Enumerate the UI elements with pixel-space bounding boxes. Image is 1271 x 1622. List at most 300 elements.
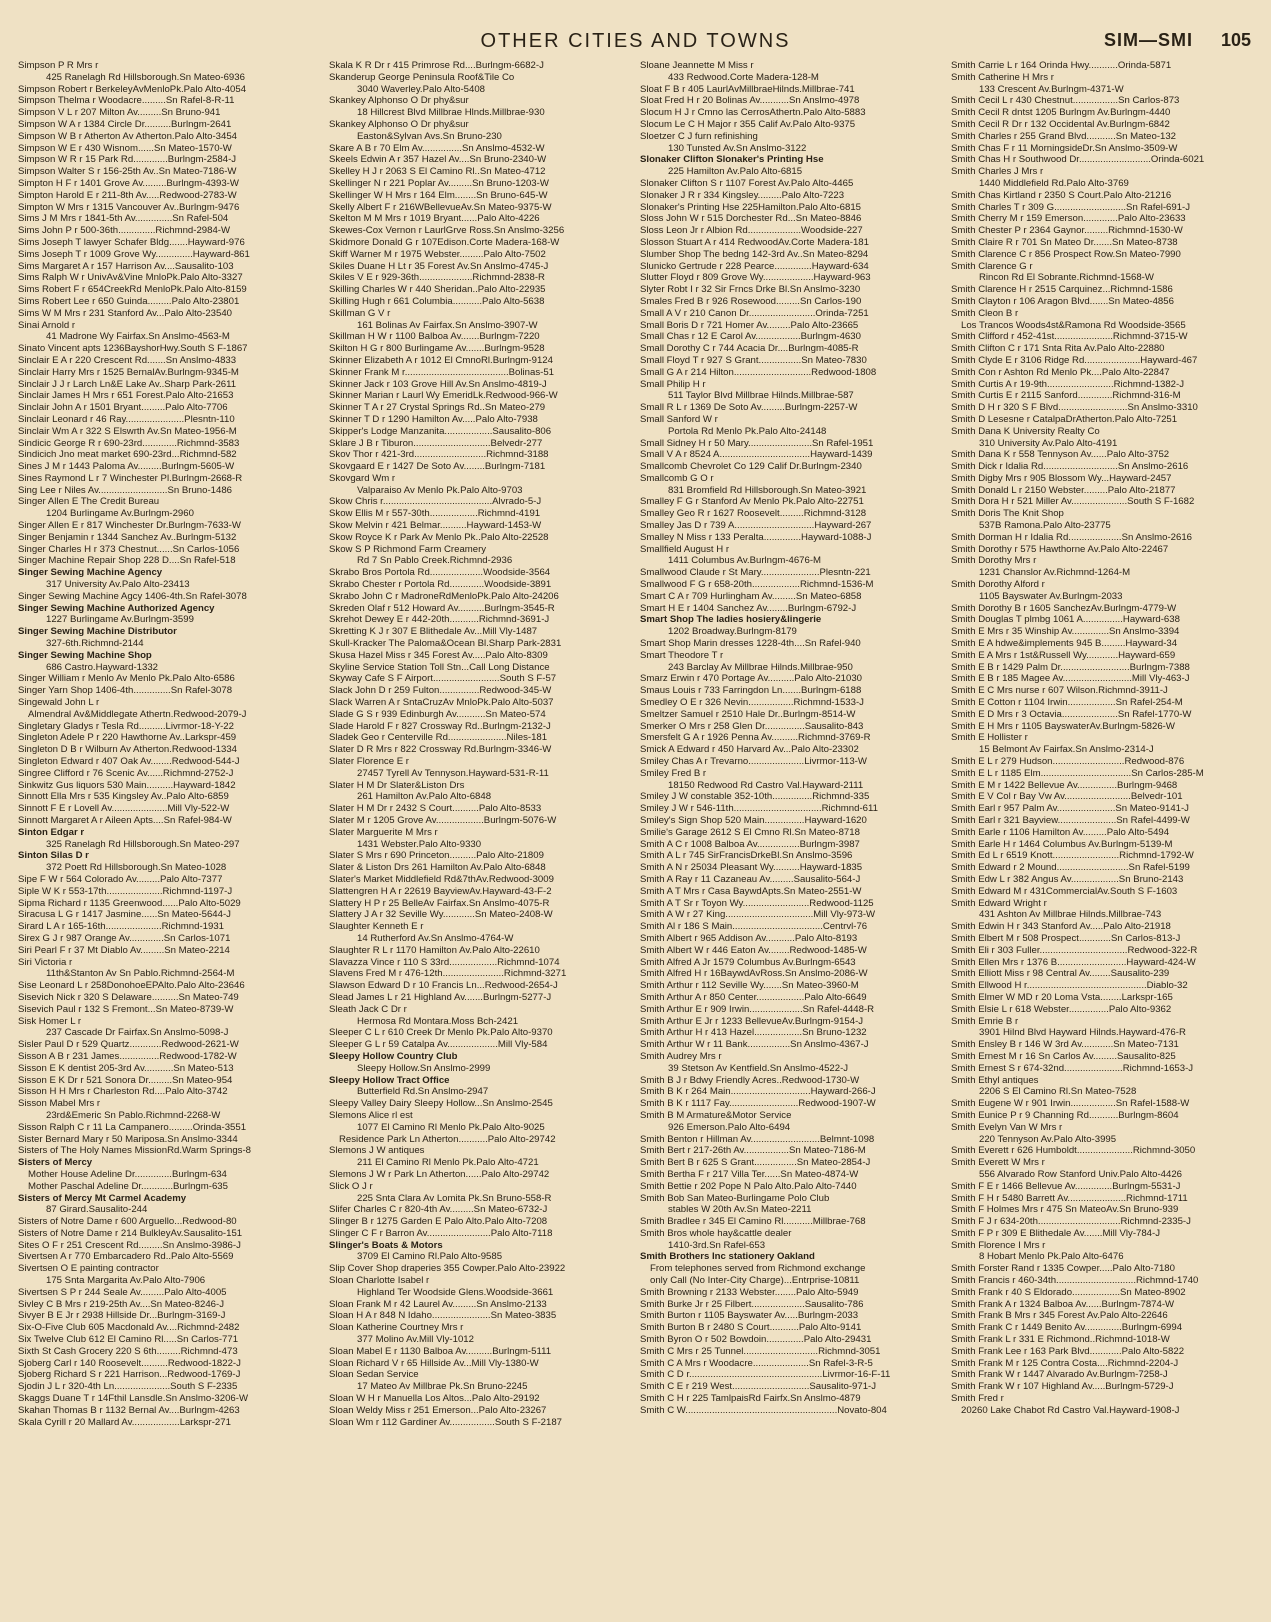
listing-entry: 20260 Lake Chabot Rd Castro Val.Hayward-1908-J — [961, 1404, 1180, 1416]
listing-entry: Smith Edward r 2 Mound...........................Sn Rafel-5199 — [951, 862, 1190, 874]
listing-entry: Smith A C r 1008 Balboa Av................Burlngm-3987 — [640, 838, 860, 850]
listing-entry: Skow Ellis M r 557-30th..................Richmnd-4191 — [329, 508, 541, 520]
listing-entry: Sister Bernard Mary r 50 Mariposa.Sn Anslmo-3344 — [18, 1133, 238, 1145]
listing-entry: Small G A r 214 Hilton.............................Redwood-1808 — [640, 366, 877, 378]
listing-entry: Smith Cherry M r 159 Emerson.............Palo Alto-23633 — [951, 213, 1186, 225]
listing-entry: Smith E B r 1429 Palm Dr..........................Burlngm-7388 — [951, 661, 1190, 673]
listing-entry: Smalley F G r Stanford Av Menlo Pk.Palo Alto-22751 — [640, 496, 864, 508]
listing-entry: Slick O J r — [329, 1180, 373, 1192]
listing-entry: Skipper's Lodge Manzanita..................Sausalito-806 — [329, 425, 552, 437]
listing-entry: Sivertsen S P r 244 Seale Av.........Palo Alto-4005 — [18, 1286, 227, 1298]
listing-entry: Sisters of The Holy Names MissionRd.Warm Springs-8 — [18, 1145, 251, 1157]
listing-entry: Slavazza Vince r 110 S 33rd..................Richmnd-1074 — [329, 956, 560, 968]
listing-entry: Smith Cecil R dntst 1205 Burlngm Av.Burlngm-4440 — [951, 107, 1171, 119]
listing-entry: Smith Alfred H r 16BaywdAvRoss.Sn Anslmo-2086-W — [640, 968, 868, 980]
listing-entry: Smith Albert r 965 Addison Av...........Palo Alto-8193 — [640, 932, 858, 944]
listing-entry: Smith Clarence H r 2515 Carquinez...Richmnd-1586 — [951, 284, 1173, 296]
listing-entry: Sims Robert Lee r 650 Guinda.........Palo Alto-23801 — [18, 295, 240, 307]
listing-entry: Sims Margaret A r 157 Harrison Av....Sausalito-103 — [18, 260, 234, 272]
listing-entry: Portola Rd Menlo Pk.Palo Alto-24148 — [668, 425, 827, 437]
listing-entry: Smeltzer Samuel r 2510 Hale Dr..Burlngm-8514-W — [640, 708, 856, 720]
listing-entry: Singletary Gladys r Tesla Rd..........Livrmor-18-Y-22 — [18, 720, 234, 732]
listing-entry: Smith Browning r 2133 Webster........Palo Alto-5949 — [640, 1286, 859, 1298]
listing-entry: Smith E M r 1422 Bellevue Av...............Burlngm-9468 — [951, 779, 1178, 791]
listing-entry: Sleepy Valley Dairy Sleepy Hollow...Sn Anslmo-2545 — [329, 1098, 553, 1110]
listing-entry: Singleton Adele P r 220 Hawthorne Av..Larkspr-459 — [18, 732, 237, 744]
listing-entry: Skinner Marian r Laurl Wy EmeridLk.Redwood-966-W — [329, 390, 558, 402]
listing-entry: Sinclair E A r 220 Crescent Rd.......Sn Anslmo-4833 — [18, 354, 237, 366]
listing-entry: Slater D R Mrs r 822 Crossway Rd.Burlngm-3346-W — [329, 744, 552, 756]
listing-entry: Smith Curtis E r 2115 Sanford.............Richmnd-316-M — [951, 390, 1181, 402]
listing-entry: Smith E Cotton r 1104 Irwin..................Sn Rafel-254-M — [951, 697, 1183, 709]
listing-entry: Skilton H G r 800 Burlingame Av.......Burlngm-9528 — [329, 343, 545, 355]
listing-entry: Smith D H r 320 S F Blvd..........................Sn Anslmo-3310 — [951, 402, 1198, 414]
listing-entry: From telephones served from Richmond exchange — [650, 1263, 866, 1275]
listing-entry: 87 Girard.Sausalito-244 — [46, 1204, 148, 1216]
listing-entry: Sinclair Harry Mrs r 1525 BernalAv.Burlngm-9345-M — [18, 366, 239, 378]
listing-entry: Smalley Geo R r 1627 Roosevelt.........Richmnd-3128 — [640, 508, 867, 520]
listing-entry: Skull-Kracker The Paloma&Ocean Bl.Sharp Park-2831 — [329, 638, 562, 650]
listing-entry: Sisters of Notre Dame r 600 Arguello...Redwood-80 — [18, 1216, 237, 1228]
listing-entry: Smith E C Mrs nurse r 607 Wilson.Richmnd-3911-J — [951, 685, 1168, 697]
listing-entry: Sixth St Cash Grocery 220 S 6th.........Richmnd-473 — [18, 1345, 238, 1357]
page-number: 105 — [1220, 30, 1251, 50]
listing-entry: Smart C A r 709 Hurlingham Av.........Sn Mateo-6858 — [640, 590, 862, 602]
listing-entry: Slaughter Kenneth E r — [329, 921, 424, 933]
listing-entry: Simpson Walter S r 156-25th Av..Sn Mateo-7186-W — [18, 166, 237, 178]
listing-entry: Slonaker's Printing Hse 225Hamilton.Palo Alto-6815 — [640, 201, 862, 213]
listing-entry: Sinton Edgar r — [18, 826, 85, 838]
listing-entry: Mother Paschal Adeline Dr............Burlngm-635 — [28, 1180, 228, 1192]
listing-entry: Smith Bros whole hay&cattle dealer — [640, 1227, 792, 1239]
listing-entry: Sinclair Leonard r 46 Ray......................Plesntn-110 — [18, 413, 235, 425]
listing-entry: Slip Cover Shop draperies 355 Cowper.Palo Alto-23922 — [329, 1263, 566, 1275]
listing-entry: Slack John D r 259 Fulton...............Redwood-345-W — [329, 685, 552, 697]
listing-entry: Smith Frank W r 1447 Alvarado Av.Burlngm-7258-J — [951, 1369, 1168, 1381]
listing-entry: Sipe F W r 564 Colorado Av.........Palo Alto-7377 — [18, 873, 223, 885]
listing-entry: Simpson W A r 1384 Circle Dr..........Burlngm-2641 — [18, 118, 232, 130]
listing-entry: Smith Arthur W r 11 Bank................Sn Anslmo-4367-J — [640, 1039, 869, 1051]
listing-entry: Smith C E r 219 West.............................Sausalito-971-J — [640, 1381, 877, 1393]
listing-entry: Sleepy Hollow Country Club — [329, 1050, 458, 1062]
listing-entry: Sisters of Mercy Mt Carmel Academy — [18, 1192, 187, 1204]
listing-entry: Smith Ethyl antiques — [951, 1074, 1039, 1086]
listing-entry: Smallwood F G r 658-20th..................Richmnd-1536-M — [640, 579, 874, 591]
listing-entry: Smith Elsie L r 618 Webster...............Palo Alto-9362 — [951, 1003, 1172, 1015]
listing-entry: Slater & Liston Drs 261 Hamilton Av.Palo Alto-6848 — [329, 862, 546, 874]
listing-entry: 11th&Stanton Av Sn Pablo.Richmnd-2564-M — [46, 968, 235, 980]
listing-entry: Sinnott Margaret A r Aileen Apts....Sn Rafel-984-W — [18, 815, 232, 826]
listing-entry: Skinner Elizabeth A r 1012 El CmnoRl.Burlngm-9124 — [329, 354, 553, 366]
listing-entry: Smith Cecil R Dr r 132 Occidental Av.Burlngm-6842 — [951, 118, 1170, 130]
listing-entry: 537B Ramona.Palo Alto-23775 — [979, 520, 1111, 532]
listing-entry: Smith E V Col r Bay Vw Av.........................Belvedr-101 — [951, 791, 1183, 803]
listing-entry: Sines Raymond L r 7 Winchester Pl.Burlngm-2668-R — [18, 472, 243, 484]
listing-entry: Smith Charles T r 309 G...........................Sn Rafel-691-J — [951, 201, 1191, 213]
listing-entry: Slinger's Boats & Motors — [329, 1239, 443, 1251]
listing-entry: Smith Frank C r 1449 Benito Av..............Burlngm-6994 — [951, 1322, 1183, 1334]
listing-entry: 433 Redwood.Corte Madera-128-M — [668, 71, 819, 83]
listing-entry: Sinclair James H Mrs r 651 Forest.Palo Alto-21653 — [18, 390, 234, 402]
listing-entry: Skilling Charles W r 440 Sheridan..Palo Alto-22935 — [329, 284, 546, 296]
listing-entry: Slater H M Dr r 2432 S Court..........Palo Alto-8533 — [329, 803, 542, 815]
listing-entry: Smith Alfred A Jr 1579 Columbus Av.Burlngm-6543 — [640, 956, 856, 968]
listing-entry: Smith E H Mrs r 1105 BayswaterAv.Burlngm-5826-W — [951, 720, 1175, 732]
listing-entry: Skiles V E r 929-36th....................Richmnd-2838-R — [329, 272, 545, 284]
listing-entry: Smaus Louis r 733 Farringdon Ln.......Burlngm-6188 — [640, 685, 862, 697]
listing-columns — [18, 60, 1256, 1612]
listing-entry: Smith E B r 185 Magee Av..........................Mill Vly-463-J — [951, 673, 1190, 685]
listing-entry: Smith Audrey Mrs r — [640, 1050, 722, 1062]
listing-entry: Sivley C B Mrs r 219-25th Av....Sn Mateo-8246-J — [18, 1298, 224, 1310]
listing-entry: Smith Earl r 321 Bayview......................Sn Rafel-4499-W — [951, 815, 1190, 826]
listing-entry: Rincon Rd El Sobrante.Richmnd-1568-W — [979, 272, 1154, 284]
listing-entry: Singleton D B r Wilburn Av Atherton.Redwood-1334 — [18, 744, 238, 756]
listing-entry: Smith Edw L r 382 Angus Av..................Sn Bruno-2143 — [951, 873, 1184, 885]
listing-entry: Smith Burton r 1105 Bayswater Av.....Burlngm-2033 — [640, 1310, 859, 1322]
listing-entry: Smith Earle H r 1464 Columbus Av.Burlngm-5139-M — [951, 838, 1173, 850]
listing-entry: Smith E A hdwe&implements 945 B.........Hayward-34 — [951, 638, 1178, 650]
listing-entry: Slosson Stuart A r 414 RedwoodAv.Corte Madera-181 — [640, 236, 869, 248]
listing-entry: Slead James L r 21 Highland Av.......Burlngm-5277-J — [329, 991, 552, 1003]
listing-entry: Smith Frank Lee r 163 Park Blvd............Palo Alto-5822 — [951, 1345, 1185, 1357]
listing-entry: Sines J M r 1443 Paloma Av.........Burlngm-5605-W — [18, 461, 235, 473]
listing-entry: Smith E Hollister r — [951, 732, 1028, 744]
listing-entry: Small Chas r 12 E Carol Av.................Burlngm-4630 — [640, 331, 861, 343]
listing-entry: 14 Rutherford Av.Sn Anslmo-4764-W — [357, 932, 514, 944]
listing-entry: Singer Yarn Shop 1406-4th..............Sn Rafel-3078 — [18, 685, 233, 697]
name-range: SIM—SMI — [1103, 30, 1193, 50]
listing-entry: Smart H E r 1404 Sanchez Av........Burlngm-6792-J — [640, 602, 857, 614]
listing-entry: Skillman H W r 1100 Balboa Av.......Burlngm-7220 — [329, 331, 540, 343]
listing-entry: Smith A L r 745 SirFrancisDrkeBl.Sn Anslmo-3596 — [640, 850, 853, 862]
listing-entry: Smith Burton B r 2480 S Court...........Palo Alto-9141 — [640, 1322, 862, 1334]
listing-entry: Smith Ellwood H r.............................................Diablo-32 — [951, 980, 1188, 992]
listing-entry: Skellinger W H Mrs r 164 Elm........Sn Bruno-645-W — [329, 189, 548, 201]
listing-entry: Valparaiso Av Menlo Pk.Palo Alto-9703 — [357, 484, 523, 496]
listing-entry: 225 Snta Clara Av Lomita Pk.Sn Bruno-558-R — [357, 1192, 552, 1204]
listing-entry: Simpton Harold E r 211-8th Av.....Redwood-2783-W — [18, 189, 237, 201]
listing-entry: Sims Ralph W r UnivAv&Vine MnloPk.Palo Alto-3327 — [18, 272, 243, 284]
listing-entry: Skrabo Bros Portola Rd....................Woodside-3564 — [329, 567, 551, 579]
listing-entry: Smith Cleon B r — [951, 307, 1019, 319]
listing-entry: Skrabo Chester r Portola Rd.............Woodside-3891 — [329, 579, 552, 591]
listing-entry: 130 Tunsted Av.Sn Anslmo-3122 — [668, 142, 807, 154]
listing-entry: Sinato Vincent apts 1236BayshorHwy.South S F-1867 — [18, 343, 248, 355]
listing-entry: Smith Cecil L r 430 Chestnut.................Sn Carlos-873 — [951, 95, 1180, 107]
listing-entry: 1431 Webster.Palo Alto-9330 — [357, 838, 482, 850]
listing-entry: Sims W M Mrs r 231 Stanford Av...Palo Alto-23540 — [18, 307, 232, 319]
listing-entry: Smith Byron O r 502 Bowdoin..............Palo Alto-29431 — [640, 1334, 872, 1346]
listing-entry: Smith Edwin H r 343 Stanford Av.....Palo Alto-21918 — [951, 921, 1171, 933]
listing-entry: Sisson A B r 231 James...............Redwood-1782-W — [18, 1050, 237, 1062]
listing-entry: Skahan Thomas B r 1132 Bernal Av....Burlngm-4263 — [18, 1404, 240, 1416]
listing-entry: Smith Frank B Mrs r 345 Forest Av.Palo Alto-22646 — [951, 1310, 1168, 1322]
listing-entry: Sloss Leon Jr r Albion Rd....................Woodside-227 — [640, 225, 863, 237]
listing-entry: Smith E L r 1185 Elm..................................Sn Carlos-285-M — [951, 767, 1204, 779]
listing-entry: Singer Allen E The Credit Bureau — [18, 496, 160, 508]
listing-entry: Slade G S r 939 Edinburgh Av...........Sn Mateo-574 — [329, 708, 546, 720]
listing-entry: only Call (No Inter-City Charge)...Entrprise-10811 — [650, 1275, 860, 1287]
listing-entry: 8 Hobart Menlo Pk.Palo Alto-6476 — [979, 1251, 1124, 1263]
listing-entry: Skinner T A r 27 Crystal Springs Rd..Sn Mateo-279 — [329, 402, 546, 414]
listing-entry: Sloan H A r 848 N Idaho......................Sn Mateo-3835 — [329, 1310, 557, 1322]
listing-column-4 — [951, 60, 1256, 1612]
listing-entry: Sinclair Wm A r 322 S Elswrth Av.Sn Mateo-1956-M — [18, 425, 237, 437]
listing-entry: 325 Ranelagh Rd Hillsborough.Sn Mateo-297 — [46, 838, 240, 850]
listing-entry: Los Trancos Woods4st&Ramona Rd Woodside-3565 — [961, 319, 1186, 331]
listing-entry: Smith Eugene W r 901 Irwin.................Sn Rafel-1588-W — [951, 1098, 1190, 1110]
listing-entry: Skow Chris r.........................................Alvrado-5-J — [329, 496, 542, 508]
listing-entry: Skretting K J r 307 E Blithedale Av...Mill Vly-1487 — [329, 626, 538, 638]
listing-entry: Slavens Fred M r 476-12th.......................Richmnd-3271 — [329, 968, 567, 980]
listing-entry: Skillman G V r — [329, 307, 391, 319]
listing-column-3 — [640, 60, 945, 1612]
listing-entry: Skreden Olaf r 512 Howard Av..........Burlngm-3545-R — [329, 602, 555, 614]
listing-entry: Smith C Mrs r 25 Tunnel............................Richmnd-3051 — [640, 1345, 881, 1357]
listing-entry: 317 University Av.Palo Alto-23413 — [46, 579, 190, 591]
listing-entry: Sims Robert F r 654CreekRd MenloPk.Palo Alto-8159 — [18, 284, 247, 296]
listing-entry: Smith Dorothy Alford r — [951, 579, 1045, 591]
listing-entry: 3709 El Camino Rl.Palo Alto-9585 — [357, 1251, 503, 1263]
listing-entry: Singer Charles H r 373 Chestnut......Sn Carlos-1056 — [18, 543, 240, 555]
listing-entry: Sklare J B r Tiburon.............................Belvedr-277 — [329, 437, 543, 449]
listing-entry: Sloan Sedan Service — [329, 1369, 419, 1381]
listing-entry: Slemons J W antiques — [329, 1145, 425, 1157]
listing-entry: Smales Fred B r 926 Rosewood.........Sn Carlos-190 — [640, 295, 862, 307]
listing-entry: 2206 S El Camino Rl.Sn Mateo-7528 — [979, 1086, 1137, 1098]
listing-column-1 — [18, 60, 323, 1612]
listing-entry: Slumber Shop The bedng 142-3rd Av..Sn Mateo-8294 — [640, 248, 869, 260]
listing-entry: Smith Doris The Knit Shop — [951, 508, 1064, 520]
listing-entry: Slater's Market Middlefield Rd&7thAv.Redwood-3009 — [329, 873, 554, 885]
listing-entry: Simpson Robert r BerkeleyAvMenloPk.Palo Alto-4054 — [18, 83, 247, 95]
listing-entry: Smith C W.........................................................Novato-804 — [640, 1404, 887, 1416]
listing-entry: Sleepy Hollow.Sn Anslmo-2999 — [357, 1062, 491, 1074]
listing-entry: Skelly Albert F r 216WBellevueAv.Sn Mateo-9375-W — [329, 201, 552, 213]
listing-entry: Singer Benjamin r 1344 Sanchez Av..Burlngm-5132 — [18, 531, 237, 543]
listing-entry: Smith Ellen Mrs r 1376 B..........................Hayward-424-W — [951, 956, 1196, 968]
listing-entry: Sloan Richard V r 65 Hillside Av...Mill Vly-1380-W — [329, 1357, 539, 1369]
listing-entry: Smith B K r 264 Main..............................Hayward-266-J — [640, 1086, 876, 1098]
listing-entry: Sloane Jeannette M Miss r — [640, 60, 754, 71]
listing-entry: 161 Bolinas Av Fairfax.Sn Anslmo-3907-W — [357, 319, 538, 331]
listing-entry: Skala Cyrill r 20 Mallard Av..................Larkspr-271 — [18, 1416, 231, 1428]
listing-entry: Smith Carrie L r 164 Orinda Hwy...........Orinda-5871 — [951, 60, 1172, 71]
listing-entry: Skankey Alphonso O Dr phy&sur — [329, 118, 469, 130]
listing-entry: Smith Ensley B r 146 W 3rd Av............Sn Mateo-7131 — [951, 1039, 1179, 1051]
listing-entry: Sleeper C L r 610 Creek Dr Menlo Pk.Palo Alto-9370 — [329, 1027, 553, 1039]
listing-entry: Skelton M M Mrs r 1019 Bryant......Palo Alto-4226 — [329, 213, 540, 225]
listing-entry: Small A V r 210 Canon Dr.........................Orinda-7251 — [640, 307, 869, 319]
listing-entry: 1105 Bayswater Av.Burlngm-2033 — [979, 590, 1123, 602]
listing-entry: Smith Con r Ashton Rd Menlo Pk....Palo Alto-22847 — [951, 366, 1170, 378]
listing-entry: Sleepy Hollow Tract Office — [329, 1074, 450, 1086]
listing-entry: Sindicic George R r 690-23rd.............Richmnd-3583 — [18, 437, 240, 449]
listing-entry: 327-6th.Richmnd-2144 — [46, 638, 144, 650]
listing-entry: Sloss John W r 515 Dorchester Rd...Sn Mateo-8846 — [640, 213, 862, 225]
listing-entry: Sisson Ralph C r 11 La Campanero.........Orinda-3551 — [18, 1121, 247, 1133]
listing-entry: Simpson V L r 207 Milton Av.........Sn Bruno-941 — [18, 107, 221, 119]
listing-entry: 261 Hamilton Av.Palo Alto-6848 — [357, 791, 492, 803]
listing-entry: Skrehot Dewey E r 442-20th...........Richmnd-3691-J — [329, 614, 550, 626]
listing-entry: Sivertsen A r 770 Embarcadero Rd..Palo Alto-5569 — [18, 1251, 234, 1263]
listing-entry: Smiley's Sign Shop 520 Main...............Hayward-1620 — [640, 815, 867, 826]
listing-entry: Smith Curtis A r 19-9th.........................Richmnd-1382-J — [951, 378, 1184, 390]
listing-entry: Smith Clifford r 452-41st......................Richmnd-3715-W — [951, 331, 1188, 343]
listing-entry: Smiley Fred B r — [640, 767, 707, 779]
listing-entry: Smith Chas H r Southwood Dr...........................Orinda-6021 — [951, 154, 1205, 166]
listing-entry: Simpson W E r 430 Wisnom......Sn Mateo-1570-W — [18, 142, 232, 154]
listing-entry: Sims John P r 500-36th..............Richmnd-2984-W — [18, 225, 231, 237]
listing-entry: 133 Crescent Av.Burlngm-4371-W — [979, 83, 1124, 95]
listing-entry: Smith Dorothy B r 1605 SanchezAv.Burlngm-4779-W — [951, 602, 1177, 614]
listing-entry: Smith Arthur E Jr r 1233 BellevueAv.Burlngm-9154-J — [640, 1015, 864, 1027]
listing-entry: Smith Dick r Idalia Rd............................Sn Anslmo-2616 — [951, 461, 1189, 473]
listing-entry: Slawson Edward D r 10 Francis Ln...Redwood-2654-J — [329, 980, 558, 992]
listing-entry: Smith B J r Bdwy Friendly Acres..Redwood-1730-W — [640, 1074, 860, 1086]
listing-entry: Smalley Jas D r 739 A..............................Hayward-267 — [640, 520, 872, 532]
listing-entry: 27457 Tyrell Av Tennyson.Hayward-531-R-11 — [357, 767, 549, 779]
listing-entry: 18 Hillcrest Blvd Millbrae Hlnds.Millbrae-930 — [357, 107, 545, 119]
listing-entry: Sisson E K dentist 205-3rd Av...........Sn Mateo-513 — [18, 1062, 234, 1074]
listing-entry: Sites O F r 251 Crescent Rd.........Sn Anslmo-3986-J — [18, 1239, 241, 1251]
listing-entry: Smith Elmer W MD r 20 Loma Vsta........Larkspr-165 — [951, 991, 1173, 1003]
listing-entry: Smick A Edward r 450 Harvard Av...Palo Alto-23302 — [640, 744, 859, 756]
listing-entry: Sloat Fred H r 20 Bolinas Av...........Sn Anslmo-4978 — [640, 95, 860, 107]
listing-entry: Smith Brothers Inc stationery Oakland — [640, 1251, 815, 1263]
listing-entry: Smith Chas Kirtland r 2350 S Court.Palo Alto-21216 — [951, 189, 1172, 201]
listing-entry: Singer Machine Repair Shop 228 D....Sn Rafel-518 — [18, 555, 236, 567]
listing-entry: Small Sidney H r 50 Mary........................Sn Rafel-1951 — [640, 437, 874, 449]
listing-entry: Mother House Adeline Dr..............Burlngm-634 — [28, 1168, 227, 1180]
listing-entry: Singer Sewing Machine Agcy 1406-4th.Sn Rafel-3078 — [18, 590, 247, 602]
listing-entry: Sise Leonard L r 258DonohoeEPAlto.Palo Alto-23646 — [18, 980, 245, 992]
listing-entry: Smalley N Miss r 133 Peralta..............Hayward-1088-J — [640, 531, 872, 543]
listing-entry: Simpson P R Mrs r — [18, 60, 99, 71]
listing-entry: 425 Ranelagh Rd Hillsborough.Sn Mateo-6936 — [46, 71, 245, 83]
listing-entry: Smith Dorothy r 575 Hawthorne Av.Palo Alto-22467 — [951, 543, 1169, 555]
listing-entry: Sjodin J L r 320-4th Ln.....................South S F-2335 — [18, 1381, 238, 1393]
listing-entry: 1440 Middlefield Rd.Palo Alto-3769 — [979, 177, 1129, 189]
listing-entry: Skinner Frank M r.......................................Bolinas-51 — [329, 366, 554, 378]
listing-entry: Skow S P Richmond Farm Creamery — [329, 543, 487, 555]
listing-entry: Skovgaard E r 1427 De Soto Av........Burlngm-7181 — [329, 461, 546, 473]
listing-entry: Sinai Arnold r — [18, 319, 76, 331]
listing-entry: Smith Arthur r 112 Seville Wy.......Sn Mateo-3960-M — [640, 980, 859, 992]
listing-entry: 15 Belmont Av Fairfax.Sn Anslmo-2314-J — [979, 744, 1154, 756]
listing-entry: Slocum Le C H Major r 355 Calif Av.Palo Alto-9375 — [640, 118, 856, 130]
listing-entry: Slifer Charles C r 820-4th Av.........Sn Mateo-6732-J — [329, 1204, 548, 1216]
listing-entry: 220 Tennyson Av.Palo Alto-3995 — [979, 1133, 1117, 1145]
listing-entry: Smart Shop Marin dresses 1228-4th....Sn Rafel-940 — [640, 638, 861, 650]
listing-entry: Smith A N r 25034 Pleasant Wy..........Hayward-1835 — [640, 862, 863, 874]
listing-entry: Smith Frank W r 107 Highland Av.....Burlngm-5729-J — [951, 1381, 1174, 1393]
listing-entry: 211 El Camino Rl Menlo Pk.Palo Alto-4721 — [357, 1157, 539, 1169]
listing-entry: Smith F H r 5480 Barrett Av......................Richmnd-1711 — [951, 1192, 1188, 1204]
listing-entry: Smith Ed L r 6519 Knott.........................Richmnd-1792-W — [951, 850, 1194, 862]
listing-entry: Residence Park Ln Atherton...........Palo Alto-29742 — [339, 1133, 556, 1145]
listing-entry: Smart Theodore T r — [640, 649, 724, 661]
listing-entry: Smerker O Mrs r 258 Glen Dr...............Sausalito-843 — [640, 720, 864, 732]
listing-entry: Smith A T Sr r Toyon Wy.........................Redwood-1125 — [640, 897, 874, 909]
listing-entry: Smith C H r 225 TamlpaisRd Fairfx.Sn Anslmo-4879 — [640, 1393, 861, 1405]
listing-entry: Skanderup George Peninsula Roof&Tile Co — [329, 71, 515, 83]
listing-entry: Singleton Edward r 407 Oak Av........Redwood-544-J — [18, 756, 240, 768]
listing-entry: Small Boris D r 721 Homer Av.........Palo Alto-23665 — [640, 319, 859, 331]
listing-entry: Smith Clayton r 106 Aragon Blvd.......Sn Mateo-4856 — [951, 295, 1174, 307]
listing-entry: 1077 El Camino Rl Menlo Pk.Palo Alto-9025 — [357, 1121, 545, 1133]
listing-entry: Singer Sewing Machine Shop — [18, 649, 152, 661]
listing-entry: Smith Burke Jr r 25 Filbert....................Sausalito-786 — [640, 1298, 864, 1310]
listing-entry: Smith Arthur E r 909 Irwin....................Sn Rafel-4448-R — [640, 1003, 875, 1015]
listing-entry: Slattery J A r 32 Seville Wy............Sn Mateo-2408-W — [329, 909, 553, 921]
listing-entry: Smith Dorothy Mrs r — [951, 555, 1037, 567]
listing-entry: Simpson W B r Atherton Av Atherton.Palo Alto-3454 — [18, 130, 238, 142]
listing-entry: Sinclair J J r Larch Ln&E Lake Av..Sharp Park-2611 — [18, 378, 237, 390]
listing-entry: Skala K R Dr r 415 Primrose Rd....Burlngm-6682-J — [329, 60, 544, 71]
listing-entry: Simpson Thelma r Woodacre.........Sn Rafel-8-R-11 — [18, 95, 235, 107]
listing-entry: Slattery H P r 25 BelleAv Fairfax.Sn Anslmo-4075-R — [329, 897, 550, 909]
listing-entry: Sims Joseph T r 1009 Grove Wy..............Hayward-861 — [18, 248, 250, 260]
listing-entry: Sladek Geo r Centerville Rd......................Niles-181 — [329, 732, 548, 744]
listing-entry: Smith Eli r 303 Fuller.................................Redwood-322-R — [951, 944, 1198, 956]
listing-entry: Skrabo John C r MadroneRdMenloPk.Palo Alto-24206 — [329, 590, 559, 602]
listing-entry: 372 Poett Rd Hillsborough.Sn Mateo-1028 — [46, 862, 227, 874]
listing-entry: Smersfelt G A r 1926 Penna Av..........Richmnd-3769-R — [640, 732, 871, 744]
listing-entry: Sloan Frank M r 42 Laurel Av.........Sn Anslmo-2133 — [329, 1298, 547, 1310]
listing-entry: Slonaker J R r 334 Kingsley.........Palo Alto-7223 — [640, 189, 845, 201]
listing-entry: Smith Arthur A r 850 Center..................Palo Alto-6649 — [640, 991, 867, 1003]
listing-entry: Smith Bettie r 202 Pope N Palo Alto.Palo Alto-7440 — [640, 1180, 857, 1192]
listing-entry: Smith Claire R r 701 Sn Mateo Dr.......Sn Mateo-8738 — [951, 236, 1178, 248]
listing-entry: Smith C A Mrs r Woodacre.....................Sn Rafel-3-R-5 — [640, 1357, 873, 1369]
listing-entry: Sinkwitz Gus liquors 530 Main..........Hayward-1842 — [18, 779, 236, 791]
listing-entry: Sims J M Mrs r 1841-5th Av..............Sn Rafel-504 — [18, 213, 229, 225]
listing-entry: 1227 Burlingame Av.Burlngm-3599 — [46, 614, 194, 626]
listing-entry: Smith Frank M r 125 Contra Costa....Richmnd-2204-J — [951, 1357, 1179, 1369]
listing-entry: Hermosa Rd Montara.Moss Bch-2421 — [357, 1015, 519, 1027]
listing-entry: Smith D Lesesne r CatalpaDrAtherton.Palo Alto-7251 — [951, 413, 1178, 425]
listing-entry: 175 Snta Margarita Av.Palo Alto-7906 — [46, 1275, 206, 1287]
listing-entry: Smith F J r 634-20th...............................Richmnd-2335-J — [951, 1216, 1191, 1228]
listing-entry: Smith Charles r 255 Grand Blvd...........Sn Mateo-132 — [951, 130, 1177, 142]
listing-entry: Smilie's Garage 2612 S El Cmno Rl.Sn Mateo-8718 — [640, 826, 860, 838]
listing-entry: stables W 20th Av.Sn Mateo-2211 — [668, 1204, 812, 1216]
listing-entry: Smith Clifton C r 171 Snta Rita Av.Palo Alto-22880 — [951, 343, 1165, 355]
listing-entry: Sinton Silas D r — [18, 850, 89, 862]
listing-entry: Almendral Av&Middlegate Athertn.Redwood-2079-J — [28, 708, 247, 720]
listing-entry: Smith C D r..................................................Livrmor-16-F-11 — [640, 1369, 891, 1381]
listing-entry: Sinnott F E r Lovell Av.....................Mill Vly-522-W — [18, 803, 230, 815]
listing-entry: Six Twelve Club 612 El Camino Rl.....Sn Carlos-771 — [18, 1334, 239, 1346]
listing-entry: Smith Edward M r 431CommercialAv.South S F-1603 — [951, 885, 1178, 897]
listing-entry: Smith A T Mrs r Casa BaywdApts.Sn Mateo-2551-W — [640, 885, 862, 897]
listing-entry: Smith Dana K r 558 Tennyson Av......Palo Alto-3752 — [951, 449, 1170, 461]
listing-entry: Sirex G J r 987 Orange Av.............Sn Carlos-1071 — [18, 932, 231, 944]
listing-entry: Sloan Charlotte Isabel r — [329, 1275, 430, 1287]
listing-entry: Sisson Mabel Mrs r — [18, 1098, 101, 1110]
listing-entry: Skare A B r 70 Elm Av...............Sn Anslmo-4532-W — [329, 142, 545, 154]
listing-entry: Smith Elliott Miss r 98 Central Av........Sausalito-239 — [951, 968, 1170, 980]
listing-entry: Smith Frank L r 331 E Richmond..Richmnd-1018-W — [951, 1334, 1170, 1346]
listing-entry: Smith Dorman H r Idalia Rd....................Sn Anslmo-2616 — [951, 531, 1193, 543]
listing-entry: Skilling Hugh r 661 Columbia...........Palo Alto-5638 — [329, 295, 545, 307]
listing-entry: Singer Sewing Machine Agency — [18, 567, 163, 579]
listing-entry: Sisson E K Dr r 521 Sonora Dr.........Sn Mateo-954 — [18, 1074, 233, 1086]
listing-entry: Smith B K r 1117 Fay..........................Redwood-1907-W — [640, 1098, 876, 1110]
listing-entry: Skelley H J r 2063 S El Camino Rl..Sn Mateo-4712 — [329, 166, 546, 178]
